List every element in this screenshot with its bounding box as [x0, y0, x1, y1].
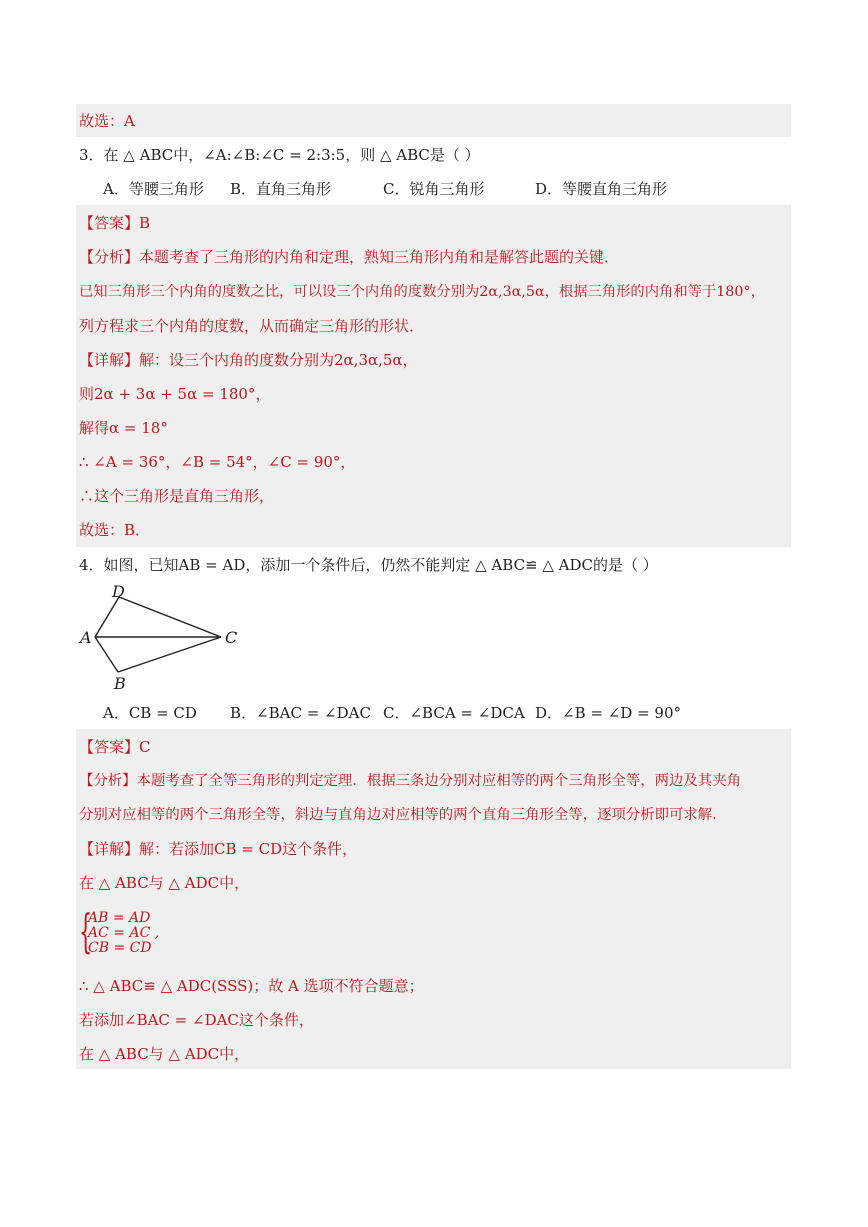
label-A: A [80, 628, 92, 647]
prev-answer-line: 故选：A [79, 112, 135, 130]
q3-detail-line-1: 【详解】解：设三个内角的度数分别为2α,3α,5α， [79, 351, 418, 369]
system-eq-1: AB = AD [88, 910, 151, 926]
q3-option-a: A．等腰三角形 [103, 180, 204, 198]
q3-analysis-line-3: 列方程求三个内角的度数，从而确定三角形的形状． [79, 317, 425, 335]
label-B: B [114, 674, 126, 692]
q4-triangle-figure [76, 582, 246, 692]
segment-DC [119, 597, 221, 637]
q4-option-b: B．∠BAC = ∠DAC [230, 704, 371, 722]
q4-detail-line-2: 在 △ ABC与 △ ADC中， [79, 874, 250, 892]
q4-option-d: D．∠B = ∠D = 90° [535, 704, 682, 722]
answer-block-prev [76, 104, 791, 137]
q4-detail-line-5: 在 △ ABC与 △ ADC中， [79, 1045, 250, 1063]
q3-option-c: C．锐角三角形 [383, 180, 485, 198]
q4-detail-line-4: 若添加∠BAC = ∠DAC这个条件， [79, 1011, 314, 1029]
question-4-stem: 4．如图，已知AB = AD，添加一个条件后，仍然不能判定 △ ABC≌ △ ADC的是（ ） [79, 556, 658, 574]
q3-option-d: D．等腰直角三角形 [535, 180, 668, 198]
q4-analysis-line-1: 【分析】本题考查了全等三角形的判定定理．根据三条边分别对应相等的两个三角形全等，两边及其夹角 [79, 773, 741, 789]
q3-detail-line-3: 解得α = 18° [79, 419, 168, 437]
q3-answer: 【答案】B [79, 214, 151, 232]
system-brace: { [79, 904, 93, 958]
system-eq-2: AC = AC , [88, 925, 160, 941]
q4-detail-line-3: ∴ △ ABC≌ △ ADC(SSS)；故 A 选项不符合题意； [79, 977, 424, 995]
question-3-stem: 3．在 △ ABC中，∠A:∠B:∠C = 2:3:5，则 △ ABC是（ ） [79, 146, 480, 164]
q3-analysis-line-2: 已知三角形三个内角的度数之比，可以设三个内角的度数分别为2α,3α,5α，根据三角形的内角和等于180°， [79, 284, 765, 300]
system-eq-3: CB = CD [88, 940, 152, 956]
q3-detail-line-5: ∴这个三角形是直角三角形， [79, 487, 275, 505]
q4-detail-line-1: 【详解】解：若添加CB = CD这个条件， [79, 840, 358, 858]
q4-analysis-line-2: 分别对应相等的两个三角形全等，斜边与直角边对应相等的两个直角三角形全等，逐项分析即可求解． [79, 807, 727, 823]
q4-option-a: A．CB = CD [103, 704, 197, 722]
q3-detail-line-6: 故选：B． [79, 521, 151, 539]
segment-DA [95, 597, 119, 637]
q4-option-c: C．∠BCA = ∠DCA [383, 704, 525, 722]
q3-option-b: B．直角三角形 [230, 180, 332, 198]
q4-answer: 【答案】C [79, 738, 151, 756]
label-C: C [225, 628, 238, 647]
q3-analysis-line-1: 【分析】本题考查了三角形的内角和定理，熟知三角形内角和是解答此题的关键． [79, 248, 620, 266]
segment-BC [118, 637, 221, 672]
label-D: D [112, 582, 125, 601]
q3-detail-line-2: 则2α + 3α + 5α = 180°， [79, 385, 271, 403]
segment-AB [95, 637, 118, 672]
q3-detail-line-4: ∴ ∠A = 36°，∠B = 54°，∠C = 90°， [79, 453, 356, 471]
